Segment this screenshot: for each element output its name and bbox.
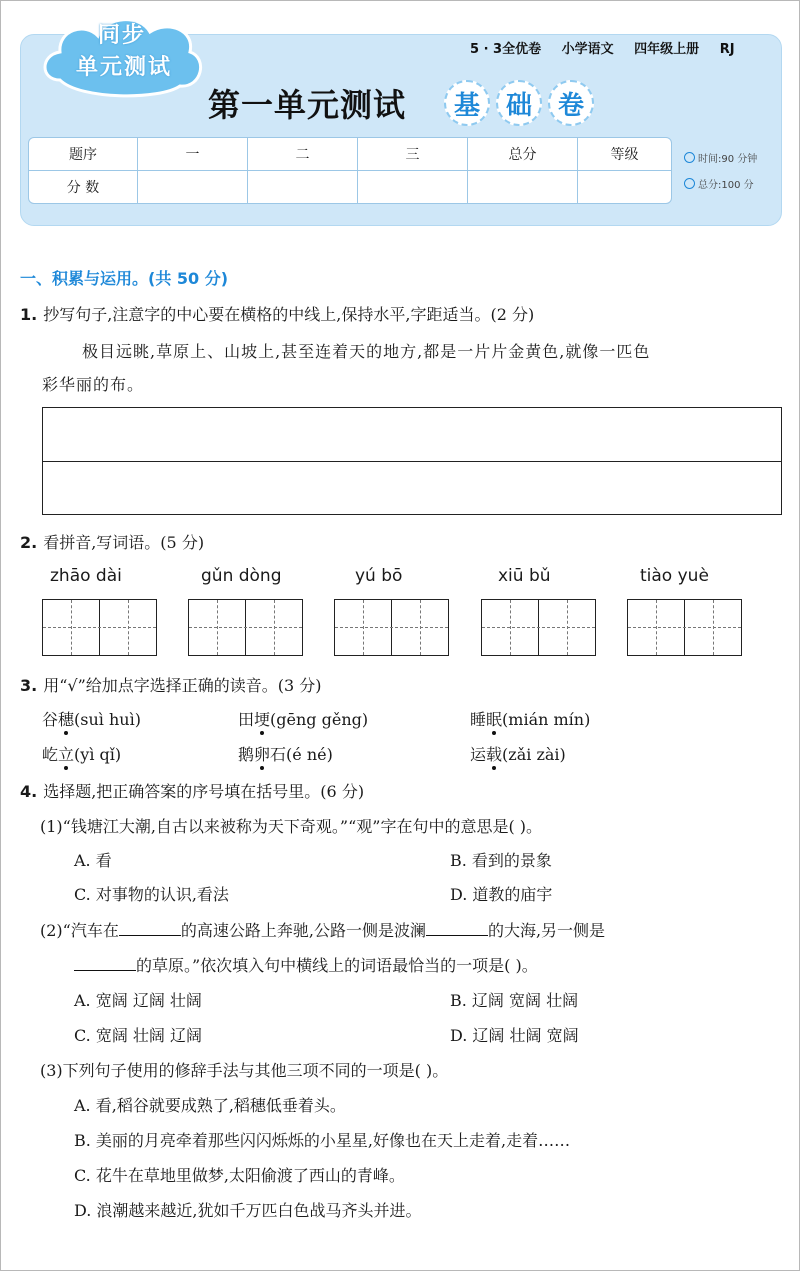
choice-option[interactable]: B. 美丽的月亮牵着那些闪闪烁烁的小星星,好像也在天上走着,走着…… [74,1131,571,1150]
choice-option[interactable]: C. 对事物的认识,看法 [74,885,229,904]
badge-line1: 同步 [98,23,147,48]
pronunciation-item[interactable]: 鹅卵石(é né) [238,745,333,764]
subquestion-2-cont: 的草原。”依次填入句中横线上的词语最恰当的一项是( )。 [74,953,538,976]
score-cell: 题序 [29,138,138,171]
score-input[interactable] [468,171,578,203]
total-info: 总分:100 分 [684,176,754,191]
tag-char: 础 [496,80,542,126]
pinyin-label: zhāo dài [50,566,122,586]
choice-option[interactable]: B. 看到的景象 [450,851,552,870]
score-cell: 等级 [578,138,671,171]
badge-line2: 单元测试 [76,55,173,80]
tianzi-grid[interactable] [627,599,742,656]
pronunciation-item[interactable]: 睡眠(mián mín) [470,710,591,729]
subquestion-3: (3)下列句子使用的修辞手法与其他三项不同的一项是( )。 [40,1061,449,1080]
series-name: 5 · 3全优卷 [470,42,542,57]
subquestion-1: (1)“钱塘江大潮,自古以来被称为天下奇观。”“观”字在句中的意思是( )。 [40,817,543,836]
fill-blank[interactable] [74,956,136,971]
title-tag [444,80,594,126]
choice-option[interactable]: D. 浪潮越来越近,犹如千万匹白色战马齐头并进。 [74,1201,422,1220]
series-subject: 小学语文 [561,42,614,57]
pinyin-label: tiào yuè [640,566,709,586]
pinyin-label: gǔn dòng [201,566,282,586]
score-cell: 三 [358,138,468,171]
score-cell: 一 [138,138,248,171]
copy-writing-box[interactable] [42,407,782,515]
tianzi-grid[interactable] [334,599,449,656]
tianzi-grid[interactable] [188,599,303,656]
question-2: 2. 看拼音,写词语。(5 分) [20,533,205,552]
question-3: 3. 用“√”给加点字选择正确的读音。(3 分) [20,676,322,695]
tag-char: 基 [444,80,490,126]
fill-blank[interactable] [426,921,488,936]
pronunciation-item[interactable]: 运载(zǎi zài) [470,745,566,764]
fill-blank[interactable] [119,921,181,936]
pinyin-label: xiū bǔ [498,566,551,586]
score-header-row [29,138,671,171]
choice-option[interactable]: A. 宽阔 辽阔 壮阔 [74,991,202,1010]
series-edition: RJ [719,42,735,57]
pronunciation-item[interactable]: 屹立(yì qǐ) [42,745,122,764]
series-grade: 四年级上册 [634,42,700,57]
clock-icon [684,152,695,163]
subquestion-2: (2)“汽车在 的高速公路上奔驰,公路一侧是波澜 的大海,另一侧是 [40,921,606,940]
page-title: 第一单元测试 [208,86,407,124]
score-input[interactable] [248,171,358,203]
choice-option[interactable]: D. 辽阔 壮阔 宽阔 [450,1026,579,1045]
score-input[interactable] [138,171,248,203]
choice-option[interactable]: A. 看,稻谷就要成熟了,稻穗低垂着头。 [74,1096,346,1115]
tag-char: 卷 [548,80,594,126]
score-value-row [29,171,671,203]
copy-sentence-line1: 极目远眺,草原上、山坡上,甚至连着天的地方,都是一片片金黄色,就像一匹色 [82,342,651,361]
choice-option[interactable]: D. 道教的庙宇 [450,885,553,904]
score-cell: 二 [248,138,358,171]
score-cell: 总分 [468,138,578,171]
pronunciation-item[interactable]: 谷穗(suì huì) [42,710,141,729]
choice-option[interactable]: C. 宽阔 壮阔 辽阔 [74,1026,203,1045]
score-row-label: 分 数 [29,171,138,203]
time-info: 时间:90 分钟 [684,150,757,165]
choice-option[interactable]: A. 看 [74,851,112,870]
question-1: 1. 抄写句子,注意字的中心要在横格的中线上,保持水平,字距适当。(2 分) [20,305,535,324]
question-4: 4. 选择题,把正确答案的序号填在括号里。(6 分) [20,782,365,801]
score-input[interactable] [578,171,671,203]
pronunciation-item[interactable]: 田埂(gēng gěng) [238,710,369,729]
score-table [28,137,672,204]
section-heading: 一、积累与运用。(共 50 分) [20,269,229,288]
pinyin-label: yú bō [355,566,403,586]
choice-option[interactable]: B. 辽阔 宽阔 壮阔 [450,991,579,1010]
score-input[interactable] [358,171,468,203]
check-icon [684,178,695,189]
tianzi-grid[interactable] [42,599,157,656]
guide-line [43,461,781,462]
tianzi-grid[interactable] [481,599,596,656]
series-info [470,38,751,57]
choice-option[interactable]: C. 花牛在草地里做梦,太阳偷渡了西山的青峰。 [74,1166,405,1185]
copy-sentence-line2: 彩华丽的布。 [42,375,145,394]
